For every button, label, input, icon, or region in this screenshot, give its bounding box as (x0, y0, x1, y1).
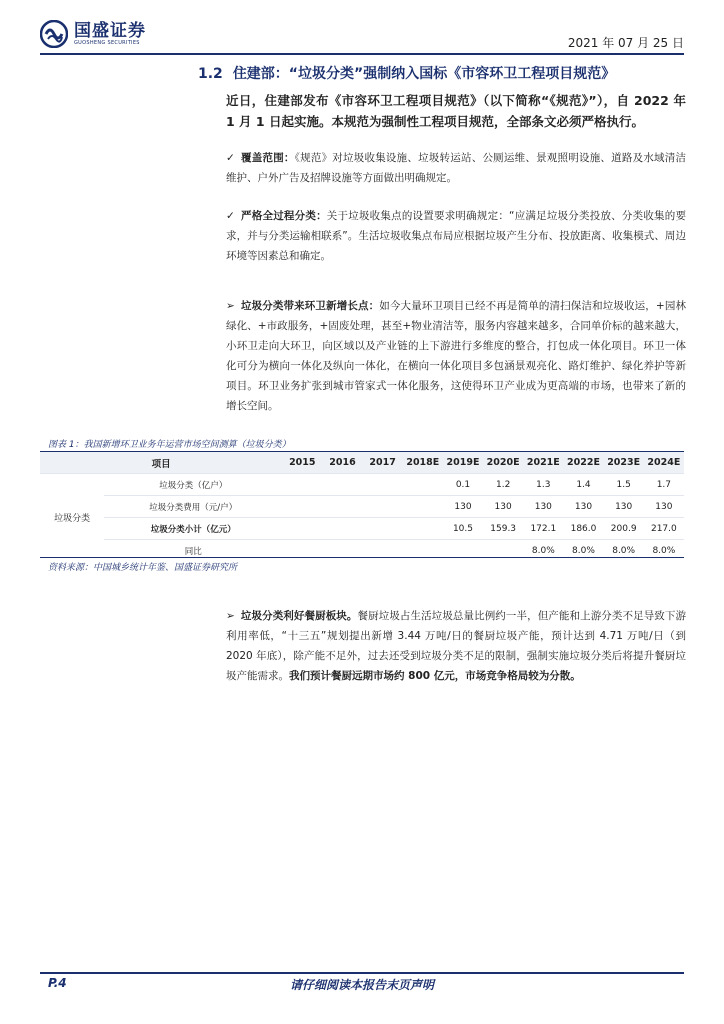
table-cell (403, 518, 443, 540)
brand-logo-icon (40, 20, 68, 48)
table-cell (282, 518, 322, 540)
table-cell: 8.0% (563, 540, 603, 562)
kitchen-waste-paragraph (226, 606, 686, 686)
table-source: 资料来源：中国城乡统计年鉴、国盛证券研究所 (48, 563, 238, 573)
table-header-cell: 2022E (563, 452, 603, 474)
table-header-cell: 2018E (403, 452, 443, 474)
section-number: 1.2 (198, 66, 223, 82)
table-cell: 0.1 (443, 474, 483, 496)
section-heading (198, 63, 615, 83)
table-header-cell: 2016 (322, 452, 362, 474)
table-row-label: 垃圾分类小计（亿元） (104, 518, 282, 540)
arrow-icon: ➢ (226, 300, 235, 312)
report-date: 2021 年 07 月 25 日 (567, 36, 684, 50)
table-caption: 图表 1：我国新增环卫业务年运营市场空间测算（垃圾分类） (48, 440, 291, 450)
page-number: P.4 (48, 976, 67, 990)
table-cell: 10.5 (443, 518, 483, 540)
table-row (40, 474, 684, 496)
table-cell (363, 518, 403, 540)
table-cell (403, 496, 443, 518)
brand-name-cn: 国盛证券 (74, 20, 146, 41)
table-row (40, 496, 684, 518)
table-cell: 159.3 (483, 518, 523, 540)
table-group-label: 垃圾分类 (40, 474, 104, 562)
table-cell: 130 (563, 496, 603, 518)
table-header-row (40, 452, 684, 474)
table-cell (282, 496, 322, 518)
paragraph-lead: 垃圾分类利好餐厨板块。 (240, 610, 358, 622)
bullet-lead: 覆盖范围： (241, 152, 295, 164)
footer-divider (40, 972, 684, 974)
table-bottom-rule (40, 557, 684, 558)
table-cell: 130 (523, 496, 563, 518)
table-cell: 1.5 (604, 474, 644, 496)
table-header-cell: 2017 (363, 452, 403, 474)
table-cell: 8.0% (644, 540, 684, 562)
section-title-text: 住建部：“垃圾分类”强制纳入国标《市容环卫工程项目规范》 (232, 66, 616, 82)
table-header-cell: 2019E (443, 452, 483, 474)
table-cell: 200.9 (604, 518, 644, 540)
paragraph-conclusion: 我们预计餐厨远期市场约 800 亿元，市场竞争格局较为分散。 (289, 670, 581, 682)
table-cell: 1.2 (483, 474, 523, 496)
table-cell: 172.1 (523, 518, 563, 540)
table-header-cell: 2021E (523, 452, 563, 474)
bullet-lead: 严格全过程分类： (241, 210, 327, 222)
paragraph-lead: 垃圾分类带来环卫新增长点： (240, 300, 380, 312)
brand-logo-text (74, 22, 146, 47)
check-icon: ✓ (226, 210, 236, 222)
table-cell: 130 (644, 496, 684, 518)
table-cell (282, 474, 322, 496)
table-cell: 130 (443, 496, 483, 518)
arrow-icon: ➢ (226, 610, 235, 622)
table-cell: 1.7 (644, 474, 684, 496)
table-cell (403, 474, 443, 496)
table-cell: 8.0% (523, 540, 563, 562)
table-cell (363, 474, 403, 496)
table-cell: 186.0 (563, 518, 603, 540)
table-cell (322, 474, 362, 496)
table-cell: 1.3 (523, 474, 563, 496)
page-header (40, 20, 684, 52)
disclaimer-note: 请仔细阅读本报告末页声明 (289, 978, 434, 992)
table-row-subtotal (40, 518, 684, 540)
brand-name-en: GUOSHENG SECURITIES (74, 39, 140, 46)
table-header-cell: 2015 (282, 452, 322, 474)
table-header-cell: 2023E (604, 452, 644, 474)
header-divider (40, 53, 684, 55)
table-cell: 1.4 (563, 474, 603, 496)
table-cell (322, 518, 362, 540)
table-cell: 130 (483, 496, 523, 518)
table-cell: 8.0% (604, 540, 644, 562)
check-icon: ✓ (226, 152, 236, 164)
env-growth-paragraph (226, 296, 686, 416)
paragraph-text: 餐厨垃圾占生活垃圾总量比例约一半，但产能和上游分类不足导致下游利用率低，“十三五”规划提出新增 3.44 万吨/日的餐厨垃圾产能，预计达到 4.71 万吨/日（到 2020 年底），除产能不足外，过去还受到垃圾分类不足的限制，强制实施垃圾分类后将提升餐厨垃圾产能需求。 (226, 610, 687, 682)
market-space-table (40, 452, 684, 561)
table-header-cell: 2024E (644, 452, 684, 474)
table-row-label: 垃圾分类（亿户） (104, 474, 282, 496)
table-header-cell: 2020E (483, 452, 523, 474)
bullet-full-process (226, 206, 686, 266)
table-cell (363, 496, 403, 518)
table-cell: 130 (604, 496, 644, 518)
table-row-label: 垃圾分类费用（元/户） (104, 496, 282, 518)
paragraph-text: 如今大量环卫项目已经不再是简单的清扫保洁和垃圾收运，+园林绿化、+市政服务，+固废处理，甚至+物业清洁等，服务内容越来越多，合同单价标的越来越大，小环卫走向大环卫，向区域以及产业链的上下游进行多维度的整合，打包成一体化项目。环卫一体化可分为横向一体化及纵向一体化，在横向一体化项目多包涵景观亮化、路灯维护、绿化养护等新项目。环卫业务扩张到城市管家式一体化服务，这使得环卫产业成为更高端的市场，也带来了新的增长空间。 (226, 300, 687, 412)
intro-paragraph: 近日，住建部发布《市容环卫工程项目规范》（以下简称“《规范》”），自 2022 年 1 月 1 日起实施。本规范为强制性工程项目规范，全部条文必须严格执行。 (226, 93, 686, 129)
bullet-text: 《规范》对垃圾收集设施、垃圾转运站、公厕运维、景观照明设施、道路及水域清洁维护、户外广告及招牌设施等方面做出明确规定。 (226, 152, 686, 184)
table-row-label: 同比 (104, 540, 282, 562)
bullet-text: 关于垃圾收集点的设置要求明确规定：“应满足垃圾分类投放、分类收集的要求，并与分类运输相联系”。生活垃圾收集点布局应根据垃圾产生分布、投放距离、收集模式、周边环境等因素总和确定。 (226, 210, 686, 262)
table-cell (322, 496, 362, 518)
bullet-coverage (226, 148, 686, 188)
brand-logo (40, 20, 146, 48)
table-header-cell: 项目 (40, 452, 282, 474)
table-cell: 217.0 (644, 518, 684, 540)
